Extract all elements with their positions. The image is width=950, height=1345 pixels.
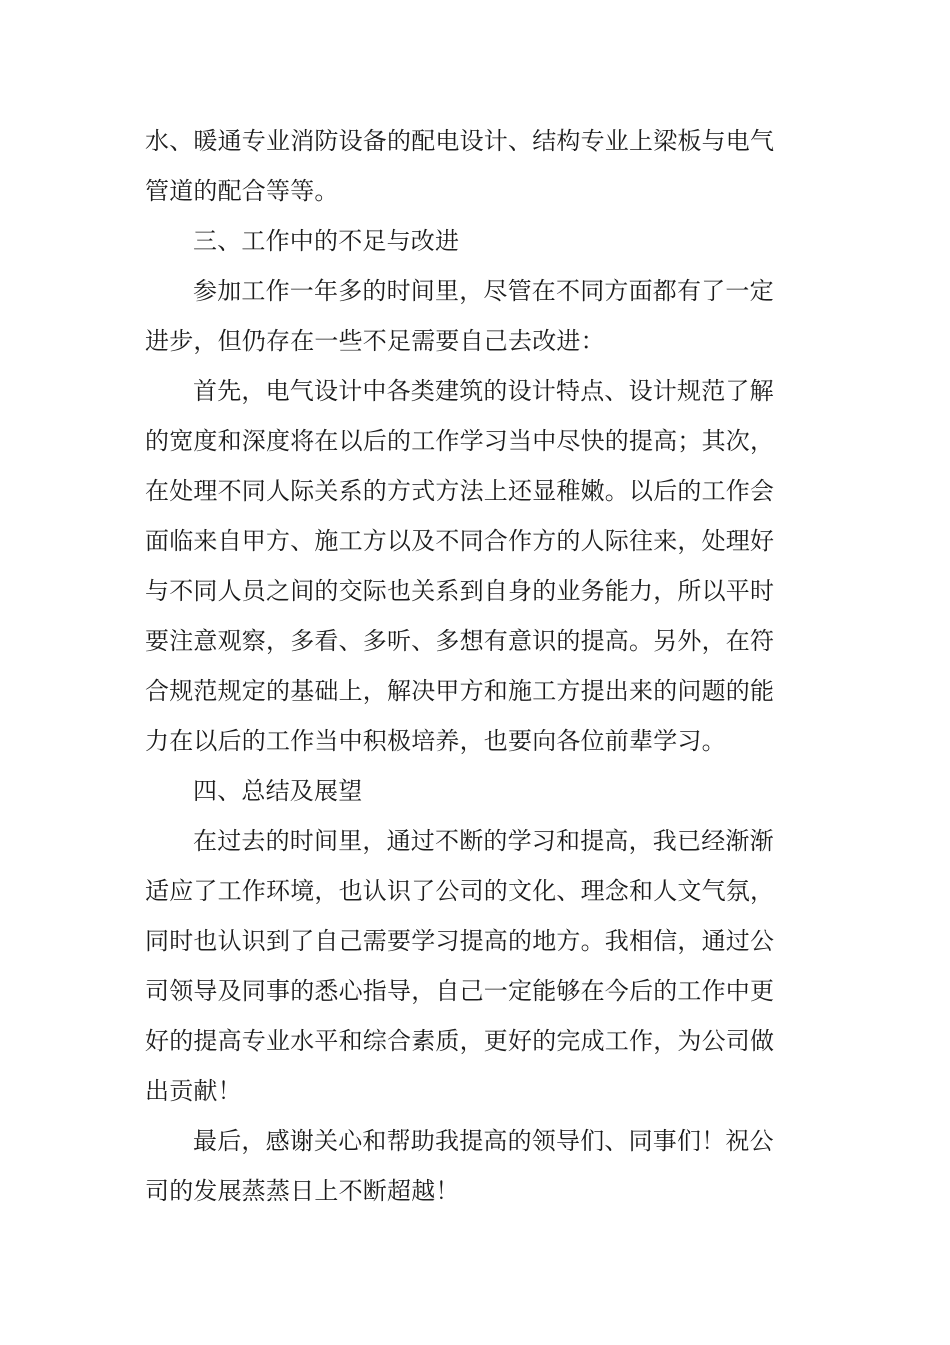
text-line: 管道的配合等等。 bbox=[145, 177, 339, 205]
section-heading-4: 四、总结及展望 bbox=[193, 777, 363, 805]
text-line: 司领导及同事的悉心指导，自己一定能够在今后的工作中更 bbox=[145, 977, 775, 1005]
text-line: 在处理不同人际关系的方式方法上还显稚嫩。以后的工作会 bbox=[145, 477, 775, 505]
text-line: 出贡献！ bbox=[145, 1077, 242, 1105]
text-line: 要注意观察，多看、多听、多想有意识的提高。另外，在符 bbox=[145, 627, 775, 655]
text-line: 水、暖通专业消防设备的配电设计、结构专业上梁板与电气 bbox=[145, 127, 775, 155]
text-line: 合规范规定的基础上，解决甲方和施工方提出来的问题的能 bbox=[145, 677, 775, 705]
text-line: 力在以后的工作当中积极培养，也要向各位前辈学习。 bbox=[145, 727, 726, 755]
text-line: 面临来自甲方、施工方以及不同合作方的人际往来，处理好 bbox=[145, 527, 775, 555]
section-heading-3: 三、工作中的不足与改进 bbox=[193, 227, 460, 255]
text-line: 适应了工作环境，也认识了公司的文化、理念和人文气氛， bbox=[145, 877, 775, 905]
text-line: 司的发展蒸蒸日上不断超越！ bbox=[145, 1177, 460, 1205]
text-line: 同时也认识到了自己需要学习提高的地方。我相信，通过公 bbox=[145, 927, 775, 955]
text-line: 进步，但仍存在一些不足需要自己去改进： bbox=[145, 327, 605, 355]
text-line: 参加工作一年多的时间里，尽管在不同方面都有了一定 bbox=[193, 277, 774, 305]
text-line: 最后，感谢关心和帮助我提高的领导们、同事们！祝公 bbox=[193, 1127, 774, 1155]
text-line: 在过去的时间里，通过不断的学习和提高，我已经渐渐 bbox=[193, 827, 774, 855]
text-line: 的宽度和深度将在以后的工作学习当中尽快的提高；其次， bbox=[145, 427, 775, 455]
text-line: 首先，电气设计中各类建筑的设计特点、设计规范了解 bbox=[193, 377, 774, 405]
text-line: 好的提高专业水平和综合素质，更好的完成工作，为公司做 bbox=[145, 1027, 775, 1055]
text-line: 与不同人员之间的交际也关系到自身的业务能力，所以平时 bbox=[145, 577, 775, 605]
